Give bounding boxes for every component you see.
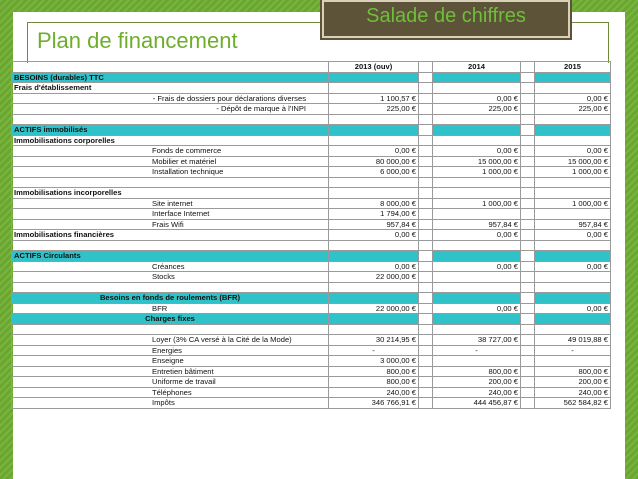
table-row: [12, 93, 611, 104]
value-cell: 0,00 €: [433, 261, 521, 272]
table-row: [12, 156, 611, 167]
table-row: [12, 345, 611, 356]
value-cell: [535, 177, 611, 188]
value-cell: 1 794,00 €: [329, 209, 419, 220]
value-cell: [329, 72, 419, 83]
value-cell: 0,00 €: [433, 146, 521, 157]
row-label: [12, 282, 329, 293]
slide-title: Plan de financement: [37, 28, 238, 53]
spacer-cell: [521, 282, 535, 293]
table-row: [12, 335, 611, 346]
spacer-cell: [419, 356, 433, 367]
year-header: 2013 (ouv): [329, 62, 419, 73]
spacer-cell: [419, 188, 433, 199]
spacer-cell: [521, 230, 535, 241]
spacer-cell: [521, 209, 535, 220]
spacer-cell: [419, 366, 433, 377]
table-row: [12, 177, 611, 188]
spacer-cell: [419, 156, 433, 167]
value-cell: 0,00 €: [535, 230, 611, 241]
value-cell: 800,00 €: [329, 366, 419, 377]
value-cell: 0,00 €: [329, 261, 419, 272]
table-row: [12, 219, 611, 230]
value-cell: 225,00 €: [329, 104, 419, 115]
value-cell: 6 000,00 €: [329, 167, 419, 178]
row-label: Créances: [12, 261, 329, 272]
spacer-cell: [419, 83, 433, 94]
row-label: Immobilisations financières: [12, 230, 329, 241]
spacer-cell: [521, 219, 535, 230]
spacer-cell: [419, 303, 433, 314]
table-row: [12, 272, 611, 283]
spacer-cell: [521, 387, 535, 398]
row-label: Immobilisations corporelles: [12, 135, 329, 146]
table-row: [12, 303, 611, 314]
spacer-cell: [521, 366, 535, 377]
spacer-cell: [419, 261, 433, 272]
spacer-cell: [521, 272, 535, 283]
table-row: [12, 261, 611, 272]
spacer-cell: [419, 93, 433, 104]
value-cell: [535, 240, 611, 251]
row-label: Fonds de commerce: [12, 146, 329, 157]
table-header-row: [12, 62, 611, 73]
spacer-cell: [419, 104, 433, 115]
spacer-cell: [521, 156, 535, 167]
value-cell: [433, 251, 521, 262]
spacer-cell: [521, 324, 535, 335]
table-row: [12, 230, 611, 241]
table-row: [12, 209, 611, 220]
value-cell: [535, 356, 611, 367]
value-cell: 1 100,57 €: [329, 93, 419, 104]
value-cell: 800,00 €: [433, 366, 521, 377]
value-cell: [535, 125, 611, 136]
table-row: [12, 198, 611, 209]
spacer-cell: [419, 377, 433, 388]
value-cell: 80 000,00 €: [329, 156, 419, 167]
row-label: - Frais de dossiers pour déclarations diverses: [12, 93, 329, 104]
row-label: Frais d'établissement: [12, 83, 329, 94]
value-cell: 444 456,87 €: [433, 398, 521, 409]
value-cell: [535, 114, 611, 125]
value-cell: [329, 188, 419, 199]
value-cell: [433, 293, 521, 304]
spacer-cell: [419, 198, 433, 209]
spacer-cell: [419, 177, 433, 188]
value-cell: 957,84 €: [535, 219, 611, 230]
table-row: [12, 114, 611, 125]
row-label: Energies: [12, 345, 329, 356]
spacer-cell: [419, 114, 433, 125]
spacer-cell: [419, 230, 433, 241]
row-label: Loyer (3% CA versé à la Cité de la Mode): [12, 335, 329, 346]
row-label: Immobilisations incorporelles: [12, 188, 329, 199]
value-cell: [329, 135, 419, 146]
row-label: Installation technique: [12, 167, 329, 178]
value-cell: 1 000,00 €: [433, 198, 521, 209]
table-row: [12, 188, 611, 199]
value-cell: 15 000,00 €: [433, 156, 521, 167]
value-cell: 0,00 €: [535, 93, 611, 104]
value-cell: [535, 188, 611, 199]
value-cell: -: [535, 345, 611, 356]
table-row: [12, 366, 611, 377]
value-cell: [433, 209, 521, 220]
value-cell: [329, 114, 419, 125]
spacer-cell: [419, 293, 433, 304]
value-cell: 8 000,00 €: [329, 198, 419, 209]
value-cell: 22 000,00 €: [329, 303, 419, 314]
value-cell: 800,00 €: [535, 366, 611, 377]
table-row: [12, 83, 611, 94]
value-cell: 225,00 €: [433, 104, 521, 115]
financing-table: [11, 61, 610, 476]
spacer-cell: [419, 324, 433, 335]
spacer-cell: [521, 146, 535, 157]
section-row: [12, 314, 611, 325]
spacer-cell: [521, 398, 535, 409]
header-blank-cell: [12, 62, 329, 73]
row-label: ACTIFS Circulants: [12, 251, 329, 262]
value-cell: [433, 240, 521, 251]
spacer-cell: [419, 125, 433, 136]
value-cell: 346 766,91 €: [329, 398, 419, 409]
table-row: [12, 387, 611, 398]
value-cell: 957,84 €: [329, 219, 419, 230]
row-label: Site internet: [12, 198, 329, 209]
value-cell: 0,00 €: [329, 146, 419, 157]
table-row: [12, 282, 611, 293]
spacer-cell: [521, 335, 535, 346]
value-cell: [433, 177, 521, 188]
spacer-cell: [419, 219, 433, 230]
table-row: [12, 240, 611, 251]
row-label: BFR: [12, 303, 329, 314]
value-cell: [433, 282, 521, 293]
table-row: [12, 135, 611, 146]
row-label: Uniforme de travail: [12, 377, 329, 388]
value-cell: 800,00 €: [329, 377, 419, 388]
value-cell: [535, 324, 611, 335]
spacer-cell: [521, 135, 535, 146]
value-cell: 22 000,00 €: [329, 272, 419, 283]
value-cell: [329, 251, 419, 262]
spacer-cell: [419, 167, 433, 178]
spacer-cell: [419, 251, 433, 262]
value-cell: [433, 272, 521, 283]
table-row: [12, 146, 611, 157]
value-cell: 3 000,00 €: [329, 356, 419, 367]
value-cell: [535, 209, 611, 220]
value-cell: [535, 251, 611, 262]
spacer-cell: [521, 303, 535, 314]
value-cell: 0,00 €: [433, 230, 521, 241]
row-label: [12, 114, 329, 125]
value-cell: 240,00 €: [433, 387, 521, 398]
value-cell: 1 000,00 €: [535, 167, 611, 178]
value-cell: -: [329, 345, 419, 356]
value-cell: [535, 293, 611, 304]
value-cell: 562 584,82 €: [535, 398, 611, 409]
spacer-cell: [419, 146, 433, 157]
row-label: [12, 324, 329, 335]
value-cell: [329, 282, 419, 293]
section-row: [12, 251, 611, 262]
row-label: Mobilier et matériel: [12, 156, 329, 167]
value-cell: 200,00 €: [535, 377, 611, 388]
value-cell: [329, 240, 419, 251]
row-label: - Dépôt de marque à l'INPI: [12, 104, 329, 115]
spacer-cell: [521, 251, 535, 262]
value-cell: [433, 324, 521, 335]
section-row: [12, 72, 611, 83]
section-row: [12, 293, 611, 304]
value-cell: 49 019,88 €: [535, 335, 611, 346]
value-cell: [433, 125, 521, 136]
spacer-cell: [521, 177, 535, 188]
spacer-cell: [419, 335, 433, 346]
table-row: [12, 356, 611, 367]
spacer-cell: [521, 345, 535, 356]
spacer-cell: [521, 377, 535, 388]
row-label: Téléphones: [12, 387, 329, 398]
spacer-cell: [419, 345, 433, 356]
value-cell: 1 000,00 €: [433, 167, 521, 178]
spacer-cell: [419, 240, 433, 251]
value-cell: 0,00 €: [535, 303, 611, 314]
value-cell: 240,00 €: [535, 387, 611, 398]
value-cell: 957,84 €: [433, 219, 521, 230]
value-cell: [329, 293, 419, 304]
row-label: Charges fixes: [12, 314, 329, 325]
value-cell: [433, 114, 521, 125]
table-row: [12, 398, 611, 409]
spacer-cell: [419, 135, 433, 146]
section-tag: [322, 0, 570, 38]
table-row: [12, 167, 611, 178]
value-cell: [433, 314, 521, 325]
spacer-cell: [419, 209, 433, 220]
spacer-cell: [521, 93, 535, 104]
value-cell: [329, 125, 419, 136]
value-cell: [535, 272, 611, 283]
section-row: [12, 125, 611, 136]
value-cell: -: [433, 345, 521, 356]
value-cell: 240,00 €: [329, 387, 419, 398]
spacer-cell: [521, 314, 535, 325]
table-row: [12, 104, 611, 115]
spacer-cell: [521, 356, 535, 367]
spacer-cell: [521, 261, 535, 272]
value-cell: 225,00 €: [535, 104, 611, 115]
spacer-cell: [521, 104, 535, 115]
spacer-cell: [521, 188, 535, 199]
spacer-cell: [521, 293, 535, 304]
value-cell: [329, 177, 419, 188]
row-label: BESOINS (durables) TTC: [12, 72, 329, 83]
spacer-cell: [521, 83, 535, 94]
value-cell: [535, 83, 611, 94]
spacer-cell: [521, 114, 535, 125]
value-cell: [535, 135, 611, 146]
value-cell: [433, 72, 521, 83]
value-cell: [329, 83, 419, 94]
value-cell: [535, 314, 611, 325]
year-header: 2015: [535, 62, 611, 73]
value-cell: 38 727,00 €: [433, 335, 521, 346]
value-cell: [433, 188, 521, 199]
value-cell: 30 214,95 €: [329, 335, 419, 346]
spacer-cell: [419, 398, 433, 409]
spacer-cell: [419, 272, 433, 283]
spacer-cell: [521, 167, 535, 178]
spacer-cell: [419, 72, 433, 83]
row-label: Interface Internet: [12, 209, 329, 220]
spacer-cell: [419, 387, 433, 398]
table-row: [12, 324, 611, 335]
value-cell: 15 000,00 €: [535, 156, 611, 167]
value-cell: [433, 135, 521, 146]
value-cell: [329, 324, 419, 335]
value-cell: 0,00 €: [433, 303, 521, 314]
row-label: Entretien bâtiment: [12, 366, 329, 377]
row-label: Stocks: [12, 272, 329, 283]
row-label: ACTIFS immobilisés: [12, 125, 329, 136]
spacer-cell: [521, 198, 535, 209]
row-label: Besoins en fonds de roulements (BFR): [12, 293, 329, 304]
value-cell: 1 000,00 €: [535, 198, 611, 209]
value-cell: 200,00 €: [433, 377, 521, 388]
value-cell: [535, 72, 611, 83]
value-cell: [329, 314, 419, 325]
spacer-cell: [419, 282, 433, 293]
year-header: 2014: [433, 62, 521, 73]
value-cell: [433, 356, 521, 367]
section-tag-label: Salade de chiffres: [366, 5, 526, 27]
spacer-cell: [521, 125, 535, 136]
table-row: [12, 377, 611, 388]
value-cell: 0,00 €: [433, 93, 521, 104]
row-label: Impôts: [12, 398, 329, 409]
spacer-cell: [521, 240, 535, 251]
value-cell: 0,00 €: [535, 146, 611, 157]
value-cell: [535, 282, 611, 293]
row-label: [12, 177, 329, 188]
row-label: Frais Wifi: [12, 219, 329, 230]
value-cell: 0,00 €: [329, 230, 419, 241]
value-cell: [433, 83, 521, 94]
value-cell: 0,00 €: [535, 261, 611, 272]
spacer-cell: [419, 314, 433, 325]
row-label: Enseigne: [12, 356, 329, 367]
spacer-cell: [521, 72, 535, 83]
row-label: [12, 240, 329, 251]
